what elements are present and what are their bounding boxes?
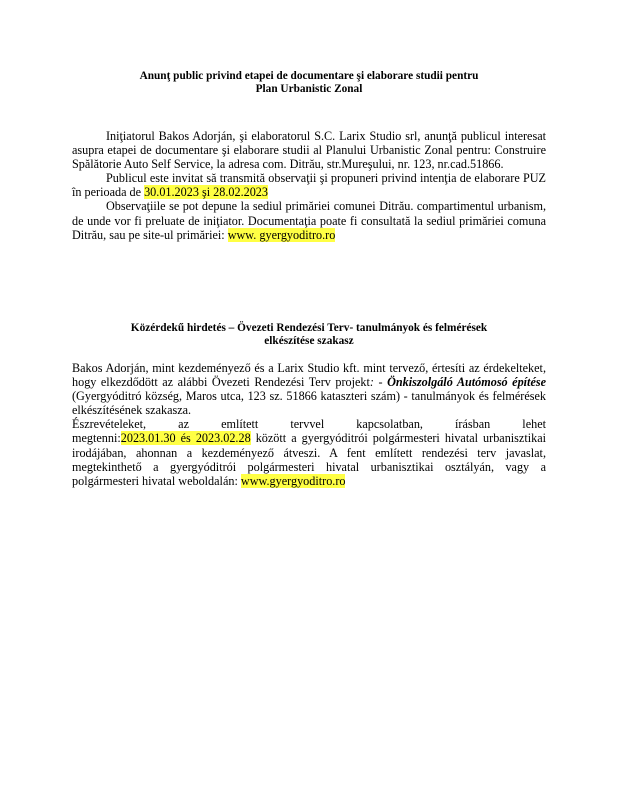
- ro-paragraph-1: Iniţiatorul Bakos Adorján, şi elaboratorul S.C. Larix Studio srl, anunţă publicul interesat asupra etapei de documentare şi elaborare studii al Planului Urbanistic Zonal pentru: Construire Spălătorie Auto Self Service, la adresa com. Ditrău, str.Mureşului, nr. 123, nr.cad.51866.: [72, 129, 546, 172]
- ro-paragraph-3: [72, 199, 546, 241]
- hu-paragraph-1: [72, 361, 546, 417]
- ro-paragraph-2-text: Publicul este invitat să transmită observaţii şi propuneri privind intenţia de elaborare PUZ în perioada de: [72, 171, 546, 200]
- hu-title-line2: elkészítése szakasz: [264, 335, 354, 347]
- ro-paragraph-3-text: Observaţiile se pot depune la sediul primăriei comunei Ditrău. compartimentul urbanism, de unde vor fi preluate de iniţiator. Documentaţia poate fi consultată la sediul primăriei comuna Ditrău, sau pe site-ul primăriei:: [72, 199, 546, 242]
- hu-website-link[interactable]: www.gyergyoditro.ro: [240, 473, 346, 488]
- ro-title-line2: Plan Urbanistic Zonal: [255, 83, 363, 95]
- hu-paragraph-2: [72, 417, 546, 487]
- ro-body: [72, 129, 546, 242]
- hu-paragraph-2-rest: között a gyergyóditrói polgármesteri hivatal urbanisztikai irodájában, ahonnan a kezdeményező átveszi. A fent említett rendezési terv javaslat, megtekinthető a gyergyóditrói polgármesteri hivatal urbanisztikai osztályán, vagy a polgármesteri hivatal weboldalán:: [72, 431, 546, 488]
- hu-title-line1: Közérdekű hirdetés – Övezeti Rendezési Terv- tanulmányok és felmérések: [130, 322, 488, 334]
- hu-paragraph-2-prefix: megtenni:: [72, 431, 121, 446]
- ro-website-link[interactable]: www. gyergyoditro.ro: [227, 227, 336, 242]
- hu-title: [72, 322, 546, 348]
- hu-project-name: Önkiszolgáló Autómosó építése: [387, 375, 547, 390]
- ro-period-highlight: 30.01.2023 şi 28.02.2023: [144, 185, 268, 200]
- hu-paragraph-1-text: Bakos Adorján, mint kezdeményező és a Larix Studio kft. mint tervező, értesíti az érdekelteket, hogy elkezdődött az alábbi Övezeti Rendezési Terv projekt: [72, 361, 546, 390]
- ro-title: [72, 70, 546, 96]
- ro-title-line1: Anunţ public privind etapei de documentare şi elaborare studii pentru: [139, 70, 479, 82]
- hu-paragraph-1-colon: : -: [369, 375, 388, 390]
- hu-paragraph-2-line1: Észrevételeket, az említett tervvel kapcsolatban, írásban lehet: [72, 417, 546, 432]
- hu-body: [72, 361, 546, 488]
- hu-paragraph-1-rest: (Gyergyóditró község, Maros utca, 123 sz. 51866 kataszteri szám) - tanulmányok és felmérések elkészítésének szakasza.: [72, 389, 546, 418]
- hu-period-highlight: 2023.01.30 és 2023.02.28: [120, 431, 251, 446]
- ro-paragraph-2: [72, 171, 546, 199]
